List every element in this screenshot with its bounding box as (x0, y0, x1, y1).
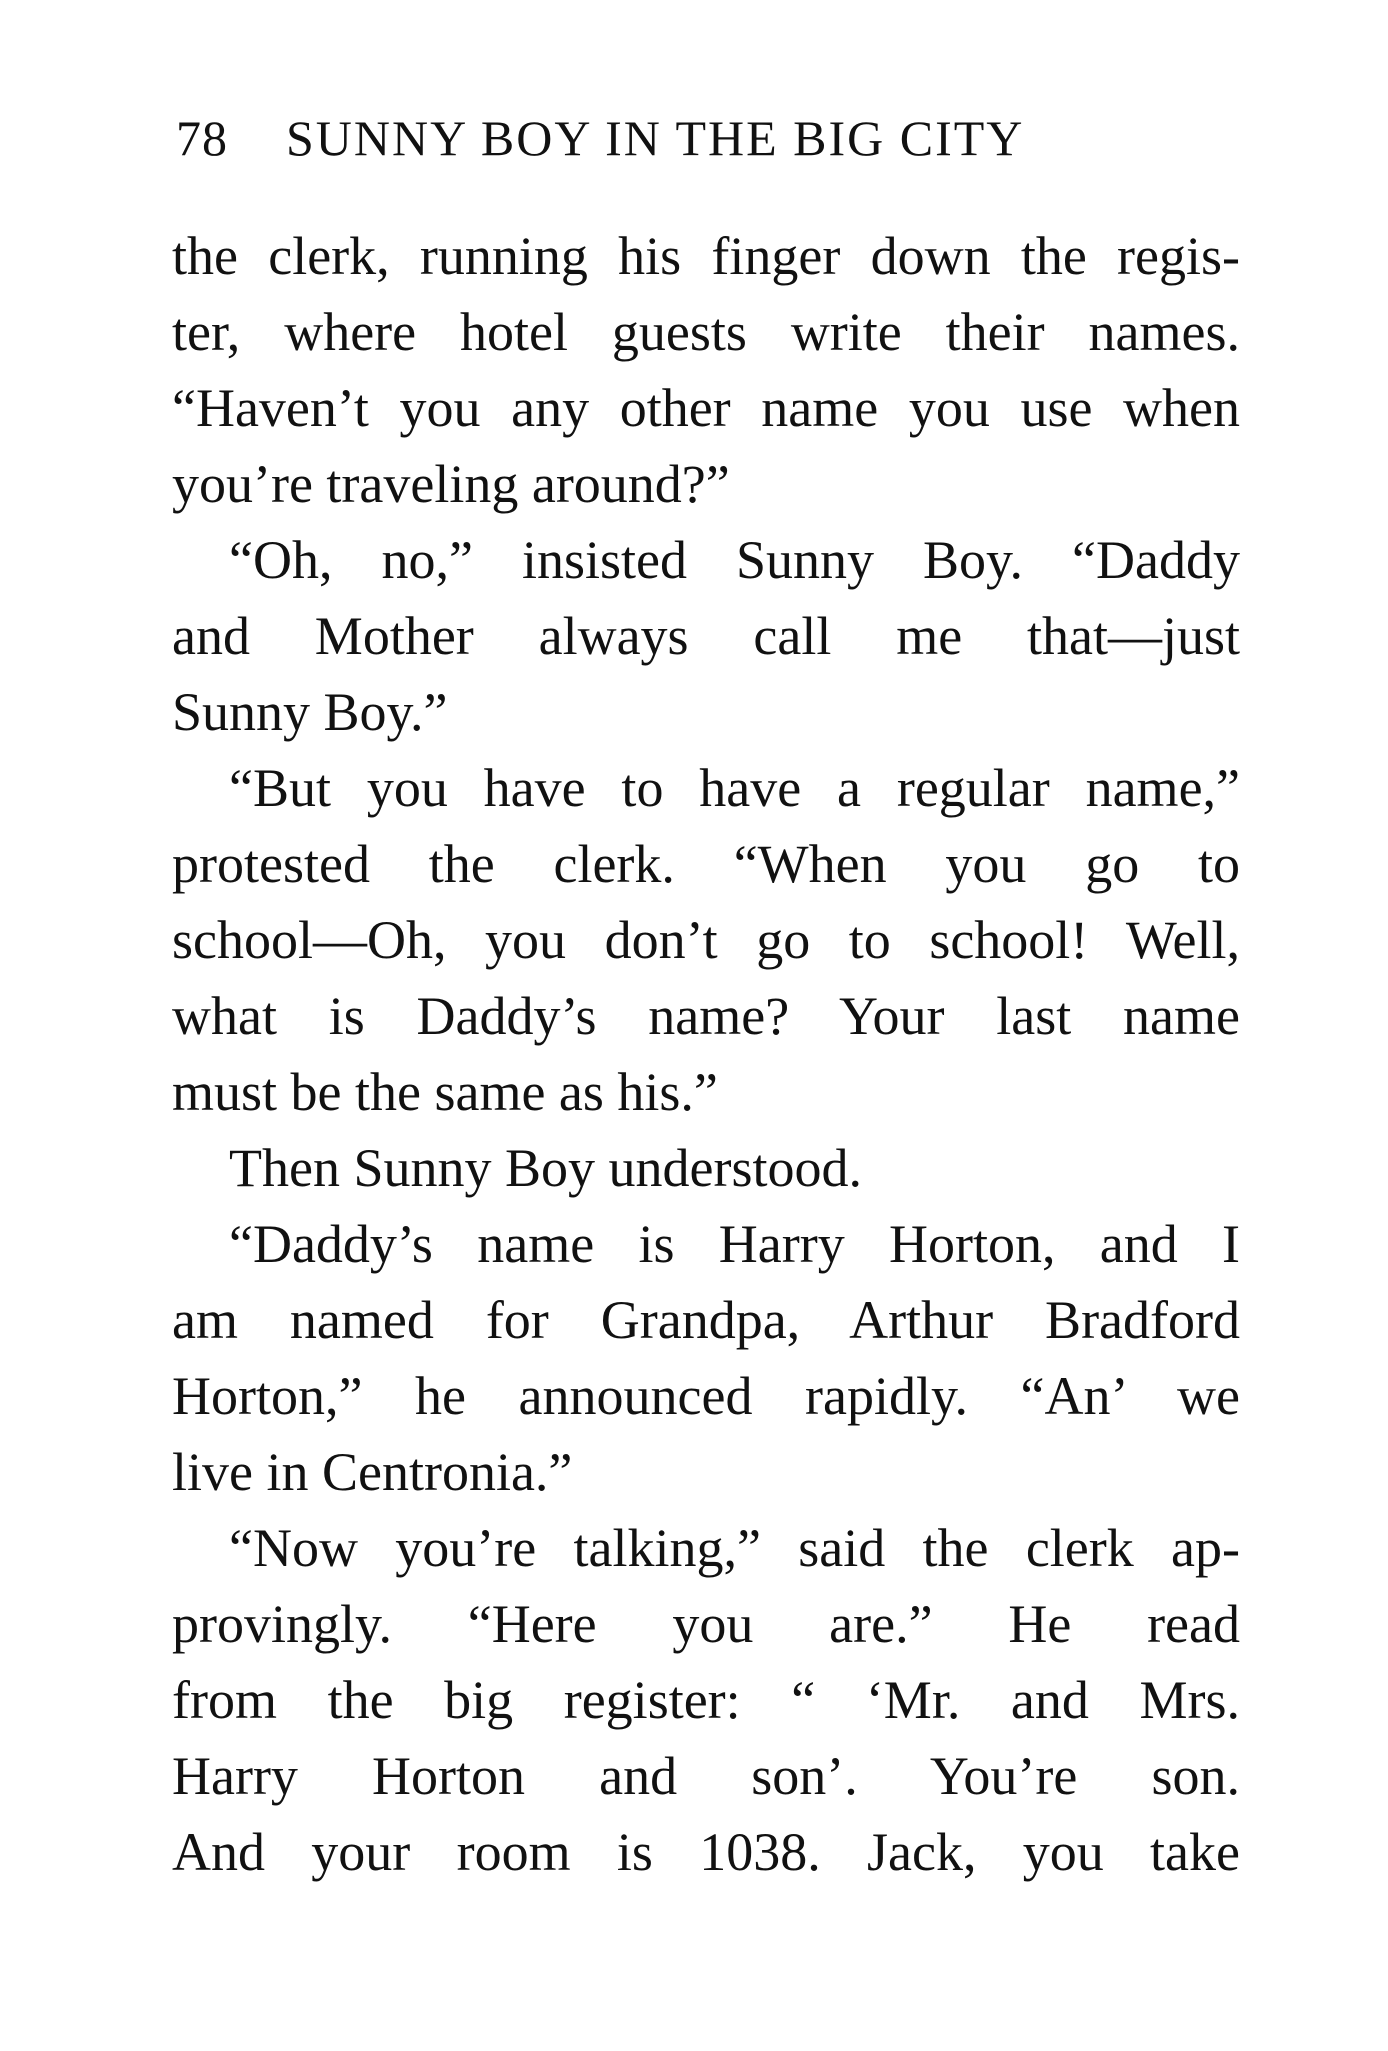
text-line: am named for Grandpa, Arthur Bradford (172, 1290, 1240, 1350)
text-line: ter, where hotel guests write their names. (172, 302, 1240, 362)
text-line: “But you have to have a regular name,” (229, 758, 1240, 818)
text-line: you’re traveling around?” (172, 454, 730, 514)
text-line: school—Oh, you don’t go to school! Well, (172, 910, 1240, 970)
text-line: live in Centronia.” (172, 1442, 573, 1502)
text-line: from the big register: “ ‘Mr. and Mrs. (172, 1670, 1240, 1730)
running-title: SUNNY BOY IN THE BIG CITY (286, 110, 1025, 166)
text-line: and Mother always call me that—just (172, 606, 1240, 666)
running-header (176, 100, 1236, 176)
text-line: And your room is 1038. Jack, you take (172, 1822, 1240, 1882)
text-line: Horton,” he announced rapidly. “An’ we (172, 1366, 1240, 1426)
text-line: protested the clerk. “When you go to (172, 834, 1240, 894)
text-line: Sunny Boy.” (172, 682, 448, 742)
text-line: Then Sunny Boy understood. (229, 1138, 862, 1198)
text-line: provingly. “Here you are.” He read (172, 1594, 1240, 1654)
text-line: must be the same as his.” (172, 1062, 718, 1122)
text-line: what is Daddy’s name? Your last name (172, 986, 1240, 1046)
text-line: “Haven’t you any other name you use when (172, 378, 1240, 438)
page-number: 78 (176, 110, 228, 166)
text-line: “Now you’re talking,” said the clerk ap- (229, 1518, 1240, 1578)
text-line: the clerk, running his finger down the regis- (172, 226, 1240, 286)
text-line: Harry Horton and son’. You’re son. (172, 1746, 1240, 1806)
text-line: “Oh, no,” insisted Sunny Boy. “Daddy (229, 530, 1240, 590)
text-line: “Daddy’s name is Harry Horton, and I (229, 1214, 1240, 1274)
body-text (172, 218, 1240, 1890)
